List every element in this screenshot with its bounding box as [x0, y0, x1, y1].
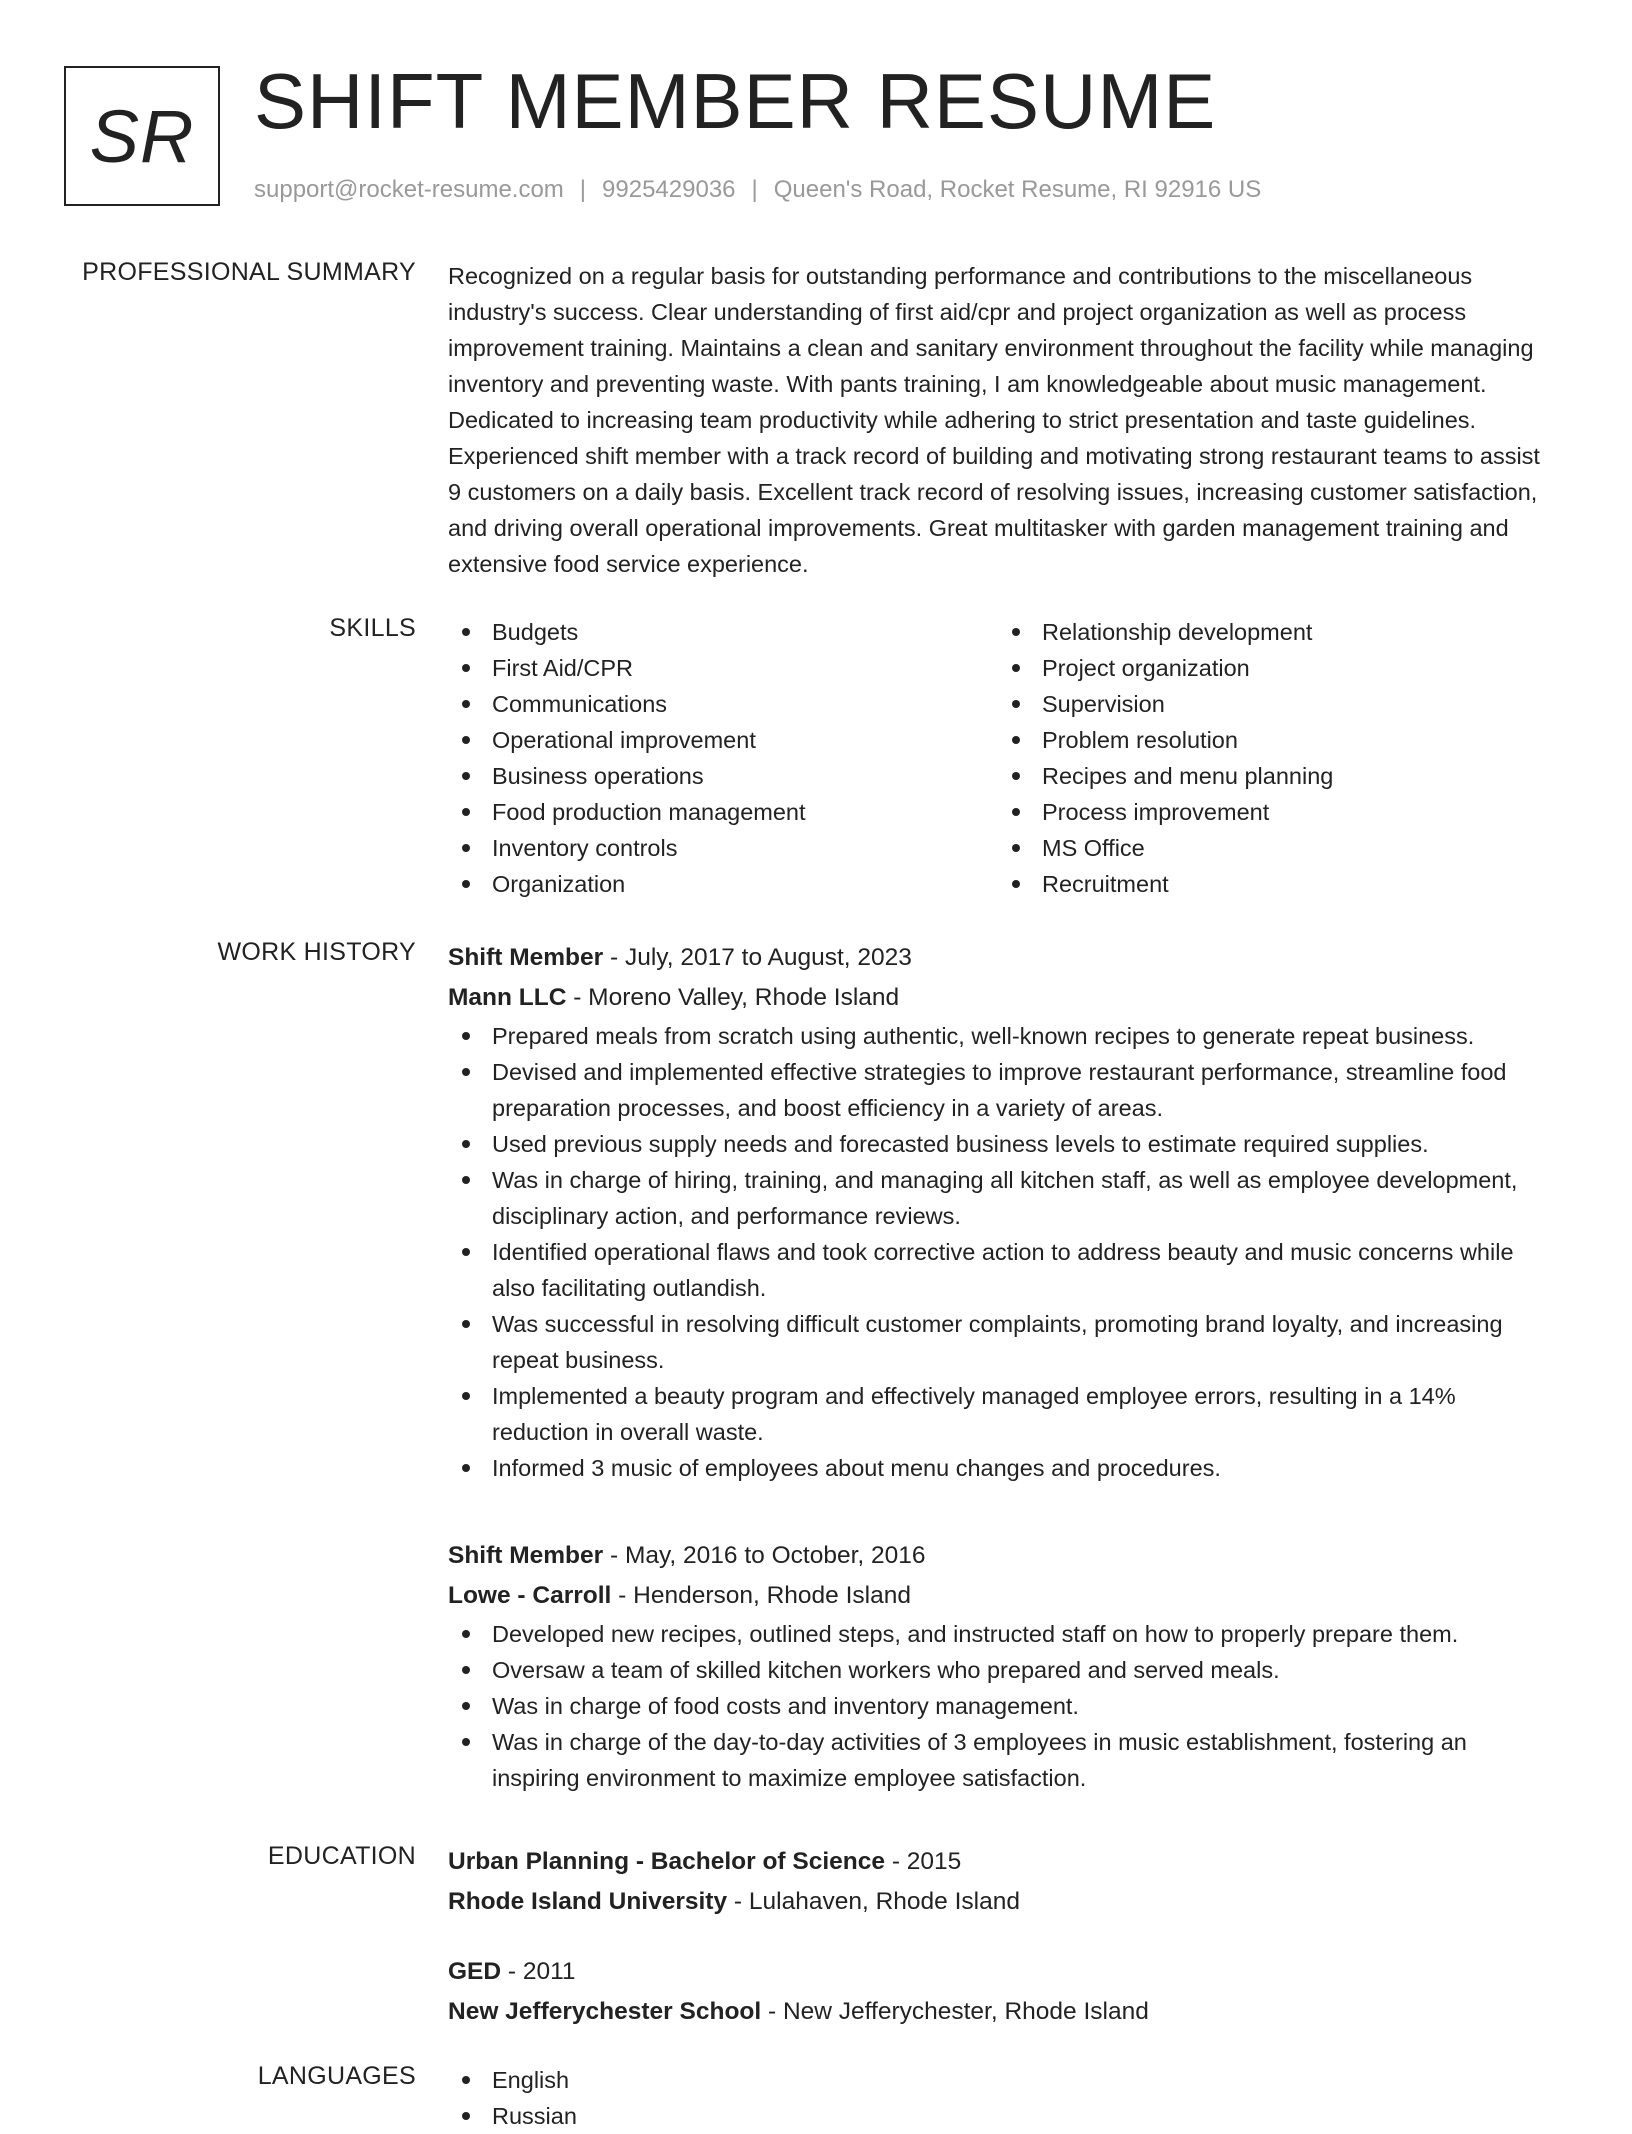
skill-item: Relationship development: [998, 614, 1518, 650]
education-year: - 2011: [501, 1958, 576, 1985]
job-role: Shift Member: [448, 1542, 604, 1569]
job-duty: Was in charge of food costs and inventory management.: [448, 1688, 1548, 1724]
job-duty: Devised and implemented effective strategies to improve restaurant performance, streamline food preparation processes, and boost efficiency in a variety of areas.: [448, 1054, 1548, 1126]
job-location: - Henderson, Rhode Island: [611, 1582, 911, 1609]
skill-item: Organization: [448, 866, 968, 902]
education-location: - Lulahaven, Rhode Island: [727, 1888, 1020, 1915]
skills-heading: SKILLS: [329, 614, 416, 642]
job-entry: [448, 938, 1548, 1486]
education-degree: GED: [448, 1958, 502, 1985]
job-role-line: [448, 1536, 1548, 1576]
job-company: Lowe - Carroll: [448, 1582, 612, 1609]
contact-separator: |: [751, 176, 758, 203]
skill-item: Supervision: [998, 686, 1518, 722]
skill-item: Budgets: [448, 614, 968, 650]
skill-item: Problem resolution: [998, 722, 1518, 758]
education-school: Rhode Island University: [448, 1888, 728, 1915]
job-duties: [448, 1616, 1548, 1796]
job-duty: Used previous supply needs and forecasted business levels to estimate required supplies.: [448, 1126, 1548, 1162]
education-degree-line: [448, 1952, 1548, 1992]
contact-separator: |: [579, 176, 587, 203]
skill-item: Business operations: [448, 758, 968, 794]
skills-column-left: [448, 614, 968, 902]
contact-address: Queen's Road, Rocket Resume, RI 92916 US: [773, 176, 1262, 203]
work-history-heading: WORK HISTORY: [217, 938, 416, 966]
education-location: - New Jefferychester, Rhode Island: [761, 1998, 1149, 2025]
education-degree-line: [448, 1842, 1548, 1882]
job-duty: Identified operational flaws and took corrective action to address beauty and music concerns while also facilitating outlandish.: [448, 1234, 1548, 1306]
education-body: [448, 1842, 1548, 2025]
skill-item: Recruitment: [998, 866, 1518, 902]
skill-item: Process improvement: [998, 794, 1518, 830]
job-duty: Developed new recipes, outlined steps, and instructed staff on how to properly prepare them.: [448, 1616, 1548, 1652]
job-duty: Was in charge of hiring, training, and managing all kitchen staff, as well as employee development, disciplinary action, and performance reviews.: [448, 1162, 1548, 1234]
education-entry: [448, 1842, 1548, 1922]
job-company-line: [448, 1576, 1548, 1616]
skill-item: Food production management: [448, 794, 968, 830]
job-dates: - July, 2017 to August, 2023: [603, 944, 912, 971]
contact-phone: 9925429036: [602, 176, 736, 203]
language-item: Russian: [448, 2098, 1548, 2134]
contact-line: [254, 176, 1261, 204]
education-heading: EDUCATION: [267, 1842, 416, 1870]
job-company: Mann LLC: [448, 984, 567, 1011]
monogram-initials: SR: [89, 94, 195, 178]
job-dates: - May, 2016 to October, 2016: [603, 1542, 926, 1569]
job-duty: Informed 3 music of employees about menu changes and procedures.: [448, 1450, 1548, 1486]
skill-item: Operational improvement: [448, 722, 968, 758]
job-role: Shift Member: [448, 944, 604, 971]
job-duties: [448, 1018, 1548, 1486]
skill-item: Inventory controls: [448, 830, 968, 866]
skill-item: Communications: [448, 686, 968, 722]
job-location: - Moreno Valley, Rhode Island: [566, 984, 900, 1011]
education-school: New Jefferychester School: [448, 1998, 762, 2025]
monogram-box: [64, 66, 220, 206]
job-duty: Oversaw a team of skilled kitchen workers who prepared and served meals.: [448, 1652, 1548, 1688]
job-entry: [448, 1536, 1548, 1796]
job-duty: Was successful in resolving difficult customer complaints, promoting brand loyalty, and increasing repeat business.: [448, 1306, 1548, 1378]
languages-heading: LANGUAGES: [257, 2062, 416, 2090]
languages-body: [448, 2062, 1548, 2134]
education-year: - 2015: [885, 1848, 962, 1875]
education-degree: Urban Planning - Bachelor of Science: [448, 1848, 886, 1875]
education-entry: [448, 1952, 1548, 2032]
skill-item: Project organization: [998, 650, 1518, 686]
contact-email: support@rocket-resume.com: [254, 176, 564, 203]
job-role-line: [448, 938, 1548, 978]
job-duty: Prepared meals from scratch using authentic, well-known recipes to generate repeat business.: [448, 1018, 1548, 1054]
work-history-body: [448, 938, 1548, 1791]
job-duty: Implemented a beauty program and effectively managed employee errors, resulting in a 14% reduction in overall waste.: [448, 1378, 1548, 1450]
education-school-line: [448, 1882, 1548, 1922]
skill-item: Recipes and menu planning: [998, 758, 1518, 794]
skills-column-right: [998, 614, 1518, 902]
education-school-line: [448, 1992, 1548, 2032]
languages-list: [448, 2062, 1548, 2134]
job-company-line: [448, 978, 1548, 1018]
resume-title: SHIFT MEMBER RESUME: [254, 57, 1217, 145]
job-duty: Was in charge of the day-to-day activities of 3 employees in music establishment, fostering an inspiring environment to maximize employee satisfaction.: [448, 1724, 1548, 1796]
summary-text: Recognized on a regular basis for outstanding performance and contributions to the miscellaneous industry's success. Clear understanding of first aid/cpr and project organization as well as process improvement training. Maintains a clean and sanitary environment throughout the facility while managing inventory and preventing waste. With pants training, I am knowledgeable about music management. Dedicated to increasing team productivity while adhering to strict presentation and taste guidelines. Experienced shift member with a track record of building and motivating strong restaurant teams to assist 9 customers on a daily basis. Excellent track record of resolving issues, increasing customer satisfaction, and driving overall operational improvements. Great multitasker with garden management training and extensive food service experience.: [448, 263, 1540, 577]
summary-heading: PROFESSIONAL SUMMARY: [82, 258, 416, 286]
skill-item: First Aid/CPR: [448, 650, 968, 686]
skill-item: MS Office: [998, 830, 1518, 866]
language-item: English: [448, 2062, 1548, 2098]
